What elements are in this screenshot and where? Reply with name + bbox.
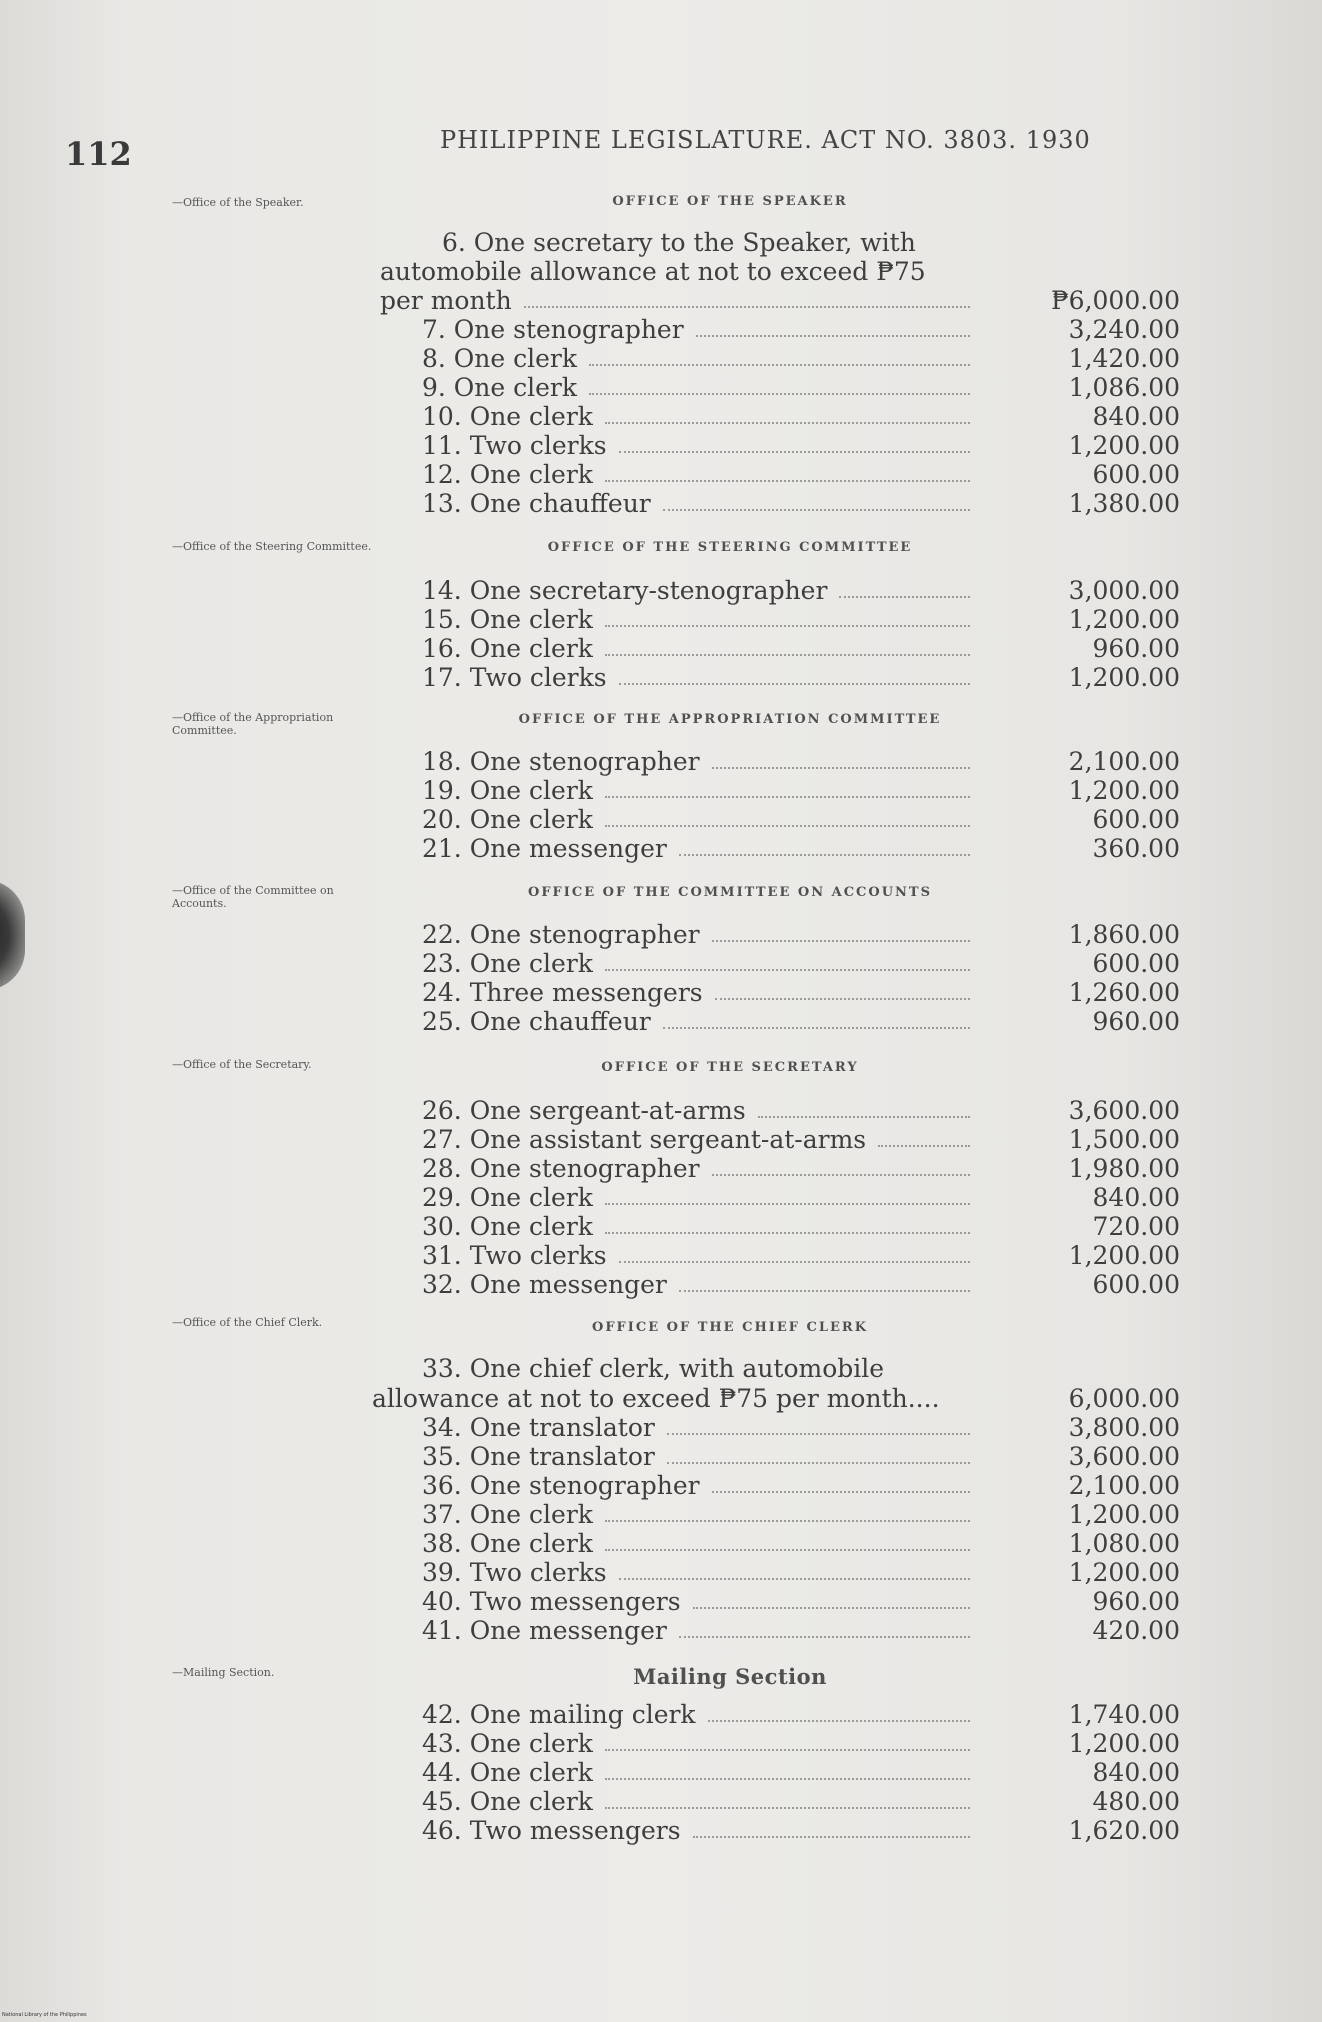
amount: 2,100.00 — [1068, 1471, 1180, 1500]
dot-leader — [605, 1778, 970, 1780]
dot-leader — [605, 1807, 970, 1809]
table-row — [370, 1529, 1180, 1559]
amount: 420.00 — [1092, 1616, 1180, 1645]
dot-leader — [605, 1520, 970, 1522]
item-label: 15. One clerk — [422, 605, 593, 634]
dot-leader — [605, 654, 970, 656]
dot-leader — [712, 940, 970, 942]
table-row — [370, 373, 1180, 403]
item-label: 20. One clerk — [422, 805, 593, 834]
table-row — [370, 1758, 1180, 1788]
amount: 720.00 — [1092, 1212, 1180, 1241]
table-row — [370, 460, 1180, 490]
amount: 2,100.00 — [1068, 747, 1180, 776]
table-row — [370, 1125, 1180, 1155]
dot-leader — [758, 1116, 970, 1118]
sidenote-chief-clerk: —Office of the Chief Clerk. — [172, 1316, 323, 1329]
amount: 1,420.00 — [1068, 344, 1180, 373]
amount: 3,600.00 — [1068, 1096, 1180, 1125]
footer-credit: National Library of the Philippines — [2, 2012, 87, 2018]
table-row — [370, 949, 1180, 979]
amount: 480.00 — [1092, 1787, 1180, 1816]
item-label: 25. One chauffeur — [422, 1007, 651, 1036]
item-label: 43. One clerk — [422, 1729, 593, 1758]
thumb-shadow — [0, 880, 25, 990]
dot-leader — [605, 480, 970, 482]
amount: 960.00 — [1092, 634, 1180, 663]
dot-leader — [878, 1145, 970, 1147]
dot-leader — [605, 422, 970, 424]
table-row — [370, 605, 1180, 635]
sidenote-steering: —Office of the Steering Committee. — [172, 540, 372, 553]
dot-leader — [605, 1203, 970, 1205]
table-row — [370, 1096, 1180, 1126]
table-row — [370, 1007, 1180, 1037]
table-row — [370, 1616, 1180, 1646]
table-row — [370, 1212, 1180, 1242]
table-row — [370, 402, 1180, 432]
item-label: 31. Two clerks — [422, 1241, 607, 1270]
item-label: 32. One messenger — [422, 1270, 667, 1299]
dot-leader — [696, 335, 970, 337]
heading-secretary: OFFICE OF THE SECRETARY — [601, 1060, 859, 1075]
table-row — [370, 1413, 1180, 1443]
sidenote-speaker: —Office of the Speaker. — [172, 196, 304, 209]
item-label: 14. One secretary-stenographer — [422, 576, 828, 605]
amount: 1,740.00 — [1068, 1700, 1180, 1729]
dot-leader — [619, 1261, 970, 1263]
table-row — [370, 1816, 1180, 1846]
intro-row: per month ₱6,000.00 — [380, 286, 1180, 315]
item-label: 37. One clerk — [422, 1500, 593, 1529]
item-label: 46. Two messengers — [422, 1816, 681, 1845]
table-row — [370, 1587, 1180, 1617]
dot-leader — [589, 364, 970, 366]
table-row — [370, 315, 1180, 345]
item-label: 12. One clerk — [422, 460, 593, 489]
table-row — [370, 747, 1180, 777]
amount: 1,500.00 — [1068, 1125, 1180, 1154]
table-row — [370, 920, 1180, 950]
item-label: 34. One translator — [422, 1413, 655, 1442]
amount: 1,200.00 — [1068, 1729, 1180, 1758]
intro-line: 33. One chief clerk, with automobile — [422, 1354, 885, 1383]
item-label: 30. One clerk — [422, 1212, 593, 1241]
table-row — [370, 978, 1180, 1008]
amount: 1,200.00 — [1068, 1558, 1180, 1587]
item-label: 29. One clerk — [422, 1183, 593, 1212]
dot-leader — [839, 596, 970, 598]
dot-leader — [663, 509, 970, 511]
amount: 1,200.00 — [1068, 605, 1180, 634]
table-row — [370, 663, 1180, 693]
amount: 1,200.00 — [1068, 431, 1180, 460]
amount: 1,200.00 — [1068, 1241, 1180, 1270]
amount: 840.00 — [1092, 1758, 1180, 1787]
dot-leader — [605, 825, 970, 827]
running-head: PHILIPPINE LEGISLATURE. ACT NO. 3803. 1930 — [440, 126, 1091, 154]
dot-leader — [679, 854, 970, 856]
item-label: 18. One stenographer — [422, 747, 700, 776]
sidenote-secretary: —Office of the Secretary. — [172, 1058, 312, 1071]
amount: 840.00 — [1092, 1183, 1180, 1212]
table-row — [370, 634, 1180, 664]
item-label: 13. One chauffeur — [422, 489, 651, 518]
item-label: 40. Two messengers — [422, 1587, 681, 1616]
dot-leader — [679, 1290, 970, 1292]
table-row — [370, 1442, 1180, 1472]
amount: 600.00 — [1092, 460, 1180, 489]
dot-leader — [693, 1607, 970, 1609]
intro-line: 6. One secretary to the Speaker, with — [442, 228, 916, 257]
heading-speaker: OFFICE OF THE SPEAKER — [612, 194, 848, 209]
dot-leader — [667, 1462, 970, 1464]
sidenote-appropriation: —Office of the Appropriation Committee. — [172, 711, 334, 737]
amount: 6,000.00 — [1068, 1384, 1180, 1413]
intro-row: allowance at not to exceed ₱75 per month.... 6,000.00 — [372, 1384, 1180, 1413]
dot-leader — [715, 998, 970, 1000]
amount: 1,860.00 — [1068, 920, 1180, 949]
dot-leader — [619, 451, 970, 453]
sidenote-accounts: —Office of the Committee on Accounts. — [172, 884, 334, 910]
item-label: 35. One translator — [422, 1442, 655, 1471]
dot-leader — [708, 1720, 970, 1722]
amount: 1,200.00 — [1068, 1500, 1180, 1529]
dot-leader — [663, 1027, 970, 1029]
item-label: 44. One clerk — [422, 1758, 593, 1787]
amount: 3,600.00 — [1068, 1442, 1180, 1471]
dot-leader — [605, 796, 970, 798]
amount: ₱6,000.00 — [1051, 286, 1180, 315]
table-row — [370, 1154, 1180, 1184]
item-label: 21. One messenger — [422, 834, 667, 863]
dot-leader — [605, 1549, 970, 1551]
heading-accounts: OFFICE OF THE COMMITTEE ON ACCOUNTS — [528, 885, 932, 900]
item-label: 42. One mailing clerk — [422, 1700, 696, 1729]
item-label: 9. One clerk — [422, 373, 578, 402]
table-row — [370, 1241, 1180, 1271]
heading-chief-clerk: OFFICE OF THE CHIEF CLERK — [592, 1320, 868, 1335]
page-number: 112 — [65, 135, 132, 173]
item-label: 38. One clerk — [422, 1529, 593, 1558]
item-label: 10. One clerk — [422, 402, 593, 431]
amount: 600.00 — [1092, 805, 1180, 834]
item-label: 39. Two clerks — [422, 1558, 607, 1587]
item-label: 27. One assistant sergeant-at-arms — [422, 1125, 867, 1154]
amount: 1,620.00 — [1068, 1816, 1180, 1845]
table-row — [370, 489, 1180, 519]
amount: 360.00 — [1092, 834, 1180, 863]
dot-leader — [712, 1491, 970, 1493]
item-label: 11. Two clerks — [422, 431, 607, 460]
table-row — [370, 1500, 1180, 1530]
table-row — [370, 1729, 1180, 1759]
amount: 840.00 — [1092, 402, 1180, 431]
dot-leader — [619, 683, 970, 685]
item-label: 41. One messenger — [422, 1616, 667, 1645]
amount: 1,980.00 — [1068, 1154, 1180, 1183]
heading-mailing: Mailing Section — [633, 1664, 827, 1689]
table-row — [370, 344, 1180, 374]
dot-leader — [712, 767, 970, 769]
item-label: 7. One stenographer — [422, 315, 684, 344]
item-label: 23. One clerk — [422, 949, 593, 978]
amount: 3,240.00 — [1068, 315, 1180, 344]
dot-leader — [619, 1578, 970, 1580]
amount: 3,800.00 — [1068, 1413, 1180, 1442]
table-row — [370, 576, 1180, 606]
dot-leader — [605, 625, 970, 627]
item-label: 22. One stenographer — [422, 920, 700, 949]
table-row — [370, 1700, 1180, 1730]
amount: 1,080.00 — [1068, 1529, 1180, 1558]
amount: 960.00 — [1092, 1587, 1180, 1616]
dot-leader — [693, 1836, 970, 1838]
table-row — [370, 1183, 1180, 1213]
amount: 1,200.00 — [1068, 663, 1180, 692]
intro-line: automobile allowance at not to exceed ₱75 — [380, 257, 926, 286]
sidenote-mailing: —Mailing Section. — [172, 1666, 275, 1679]
item-label: 16. One clerk — [422, 634, 593, 663]
dot-leader — [712, 1174, 970, 1176]
amount: 1,260.00 — [1068, 978, 1180, 1007]
item-label: 28. One stenographer — [422, 1154, 700, 1183]
amount: 1,086.00 — [1068, 373, 1180, 402]
amount: 1,380.00 — [1068, 489, 1180, 518]
item-label: 26. One sergeant-at-arms — [422, 1096, 746, 1125]
amount: 3,000.00 — [1068, 576, 1180, 605]
table-row — [370, 431, 1180, 461]
dot-leader — [605, 969, 970, 971]
amount: 960.00 — [1092, 1007, 1180, 1036]
dot-leader — [605, 1749, 970, 1751]
table-row — [370, 1270, 1180, 1300]
item-label: 36. One stenographer — [422, 1471, 700, 1500]
item-label: 8. One clerk — [422, 344, 578, 373]
table-row — [370, 1787, 1180, 1817]
item-label: 24. Three messengers — [422, 978, 703, 1007]
table-row — [370, 834, 1180, 864]
item-label: 17. Two clerks — [422, 663, 607, 692]
dot-leader — [679, 1636, 970, 1638]
dot-leader — [589, 393, 970, 395]
table-row — [370, 805, 1180, 835]
heading-appropriation: OFFICE OF THE APPROPRIATION COMMITTEE — [518, 712, 942, 727]
table-row — [370, 1558, 1180, 1588]
item-label: 45. One clerk — [422, 1787, 593, 1816]
heading-steering: OFFICE OF THE STEERING COMMITTEE — [547, 540, 913, 555]
dot-leader — [667, 1433, 970, 1435]
table-row — [370, 1471, 1180, 1501]
dot-leader — [605, 1232, 970, 1234]
amount: 1,200.00 — [1068, 776, 1180, 805]
amount: 600.00 — [1092, 1270, 1180, 1299]
amount: 600.00 — [1092, 949, 1180, 978]
table-row — [370, 776, 1180, 806]
item-label: 19. One clerk — [422, 776, 593, 805]
